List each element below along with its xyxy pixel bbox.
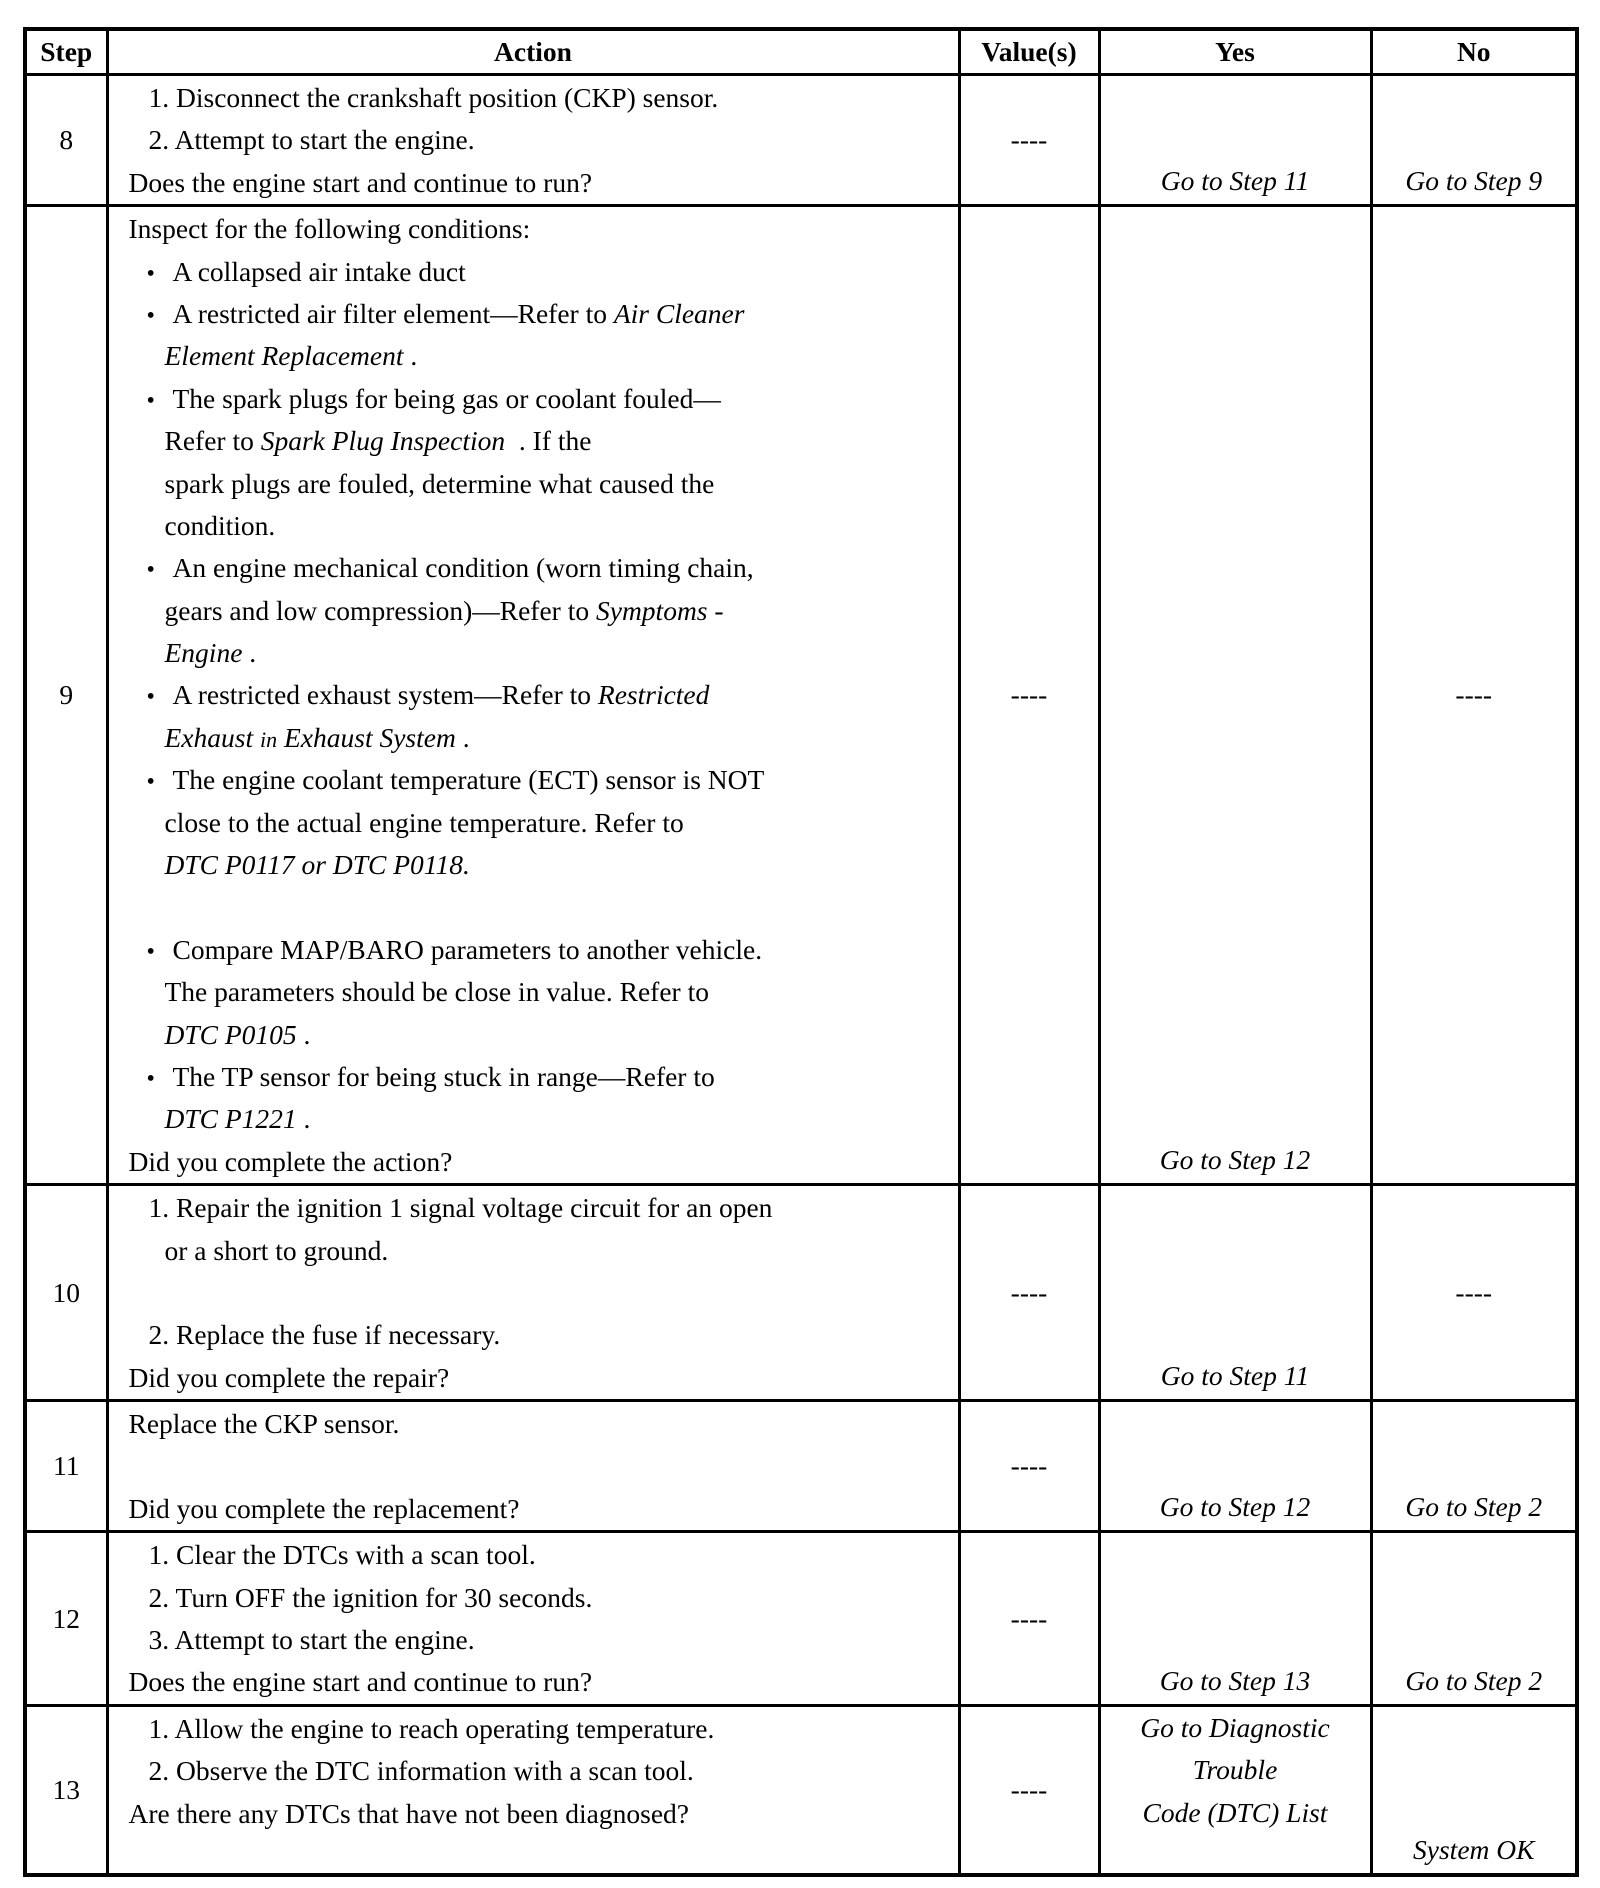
yes-cell bbox=[1099, 1532, 1371, 1706]
bullet-continuation: Exhaust in Exhaust System . bbox=[164, 721, 470, 753]
bullet-continuation: condition. bbox=[164, 509, 276, 541]
bullet-item: • An engine mechanical condition (worn timing chain, bbox=[129, 547, 954, 589]
bullet-continuation: The parameters should be close in value. Refer to bbox=[164, 976, 709, 1008]
bullet-continuation: DTC P0105 . bbox=[164, 1018, 311, 1050]
bullet-continuation: Refer to Spark Plug Inspection . If the bbox=[164, 425, 592, 457]
no-link[interactable]: Go to Step 9 bbox=[1405, 165, 1543, 197]
bullet-icon: • bbox=[146, 302, 155, 329]
action-question: Did you complete the replacement? bbox=[128, 1492, 520, 1524]
table-row-step-11 bbox=[25, 1401, 1577, 1532]
action-cell bbox=[107, 206, 959, 1185]
bullet-icon: • bbox=[146, 387, 155, 414]
header-step: Step bbox=[25, 29, 107, 75]
yes-cell bbox=[1099, 1705, 1371, 1875]
table-row-step-12 bbox=[25, 1532, 1577, 1706]
reference-link[interactable]: DTC P1221 bbox=[164, 1103, 297, 1135]
bullet-continuation: Engine . bbox=[164, 637, 257, 669]
no-cell: ---- bbox=[1371, 206, 1577, 1185]
reference-link[interactable]: Symptoms - bbox=[595, 594, 724, 626]
action-question: Does the engine start and continue to run? bbox=[128, 1666, 593, 1698]
step-number: 12 bbox=[25, 1532, 107, 1706]
table-row-step-10 bbox=[25, 1185, 1577, 1401]
values-cell: ---- bbox=[959, 1705, 1099, 1875]
action-question: Are there any DTCs that have not been diagnosed? bbox=[128, 1797, 690, 1829]
no-link[interactable]: Go to Step 2 bbox=[1405, 1664, 1543, 1696]
header-yes: Yes bbox=[1099, 29, 1371, 75]
header-values: Value(s) bbox=[959, 29, 1099, 75]
no-cell: ---- bbox=[1371, 1185, 1577, 1401]
action-question: Did you complete the repair? bbox=[128, 1361, 450, 1393]
yes-link[interactable]: Go to Step 12 bbox=[1159, 1144, 1311, 1176]
reference-link[interactable]: DTC P0117 or DTC P0118. bbox=[164, 849, 470, 881]
no-link[interactable]: Go to Step 2 bbox=[1405, 1491, 1543, 1523]
yes-link[interactable]: Trouble bbox=[1192, 1754, 1278, 1786]
action-line: Inspect for the following conditions: bbox=[128, 213, 531, 245]
bullet-item: • The TP sensor for being stuck in range—Refer to bbox=[129, 1056, 954, 1098]
diagnostic-table bbox=[23, 27, 1579, 1877]
spacer bbox=[129, 886, 954, 928]
action-cell bbox=[107, 75, 959, 206]
action-cell bbox=[107, 1705, 959, 1875]
bullet-icon: • bbox=[146, 938, 155, 965]
table-row-step-8 bbox=[25, 75, 1577, 206]
table-row-step-13 bbox=[25, 1705, 1577, 1875]
yes-cell bbox=[1099, 75, 1371, 206]
action-line: 1. Disconnect the crankshaft position (CKP) sensor. bbox=[148, 82, 719, 113]
values-cell: ---- bbox=[959, 75, 1099, 206]
yes-link[interactable]: Go to Step 12 bbox=[1159, 1491, 1311, 1523]
bullet-continuation: Element Replacement . bbox=[164, 340, 418, 372]
action-cell bbox=[107, 1532, 959, 1706]
yes-link[interactable]: Go to Diagnostic bbox=[1140, 1711, 1330, 1743]
action-cell bbox=[107, 1401, 959, 1532]
bullet-continuation: close to the actual engine temperature. Refer to bbox=[164, 806, 684, 838]
bullet-continuation: DTC P1221 . bbox=[164, 1103, 311, 1135]
bullet-item: • A collapsed air intake duct bbox=[129, 251, 954, 293]
bullet-icon: • bbox=[146, 684, 155, 711]
reference-link[interactable]: Air Cleaner bbox=[613, 297, 745, 329]
values-cell: ---- bbox=[959, 206, 1099, 1185]
action-line: 2. Replace the fuse if necessary. bbox=[148, 1319, 501, 1351]
header-no: No bbox=[1371, 29, 1577, 75]
step-number: 11 bbox=[25, 1401, 107, 1532]
bullet-continuation bbox=[129, 844, 954, 886]
reference-link[interactable]: Element Replacement bbox=[164, 340, 404, 372]
action-line: 2. Observe the DTC information with a scan tool. bbox=[148, 1755, 694, 1787]
action-question: Does the engine start and continue to run? bbox=[128, 166, 593, 198]
step-number: 8 bbox=[25, 75, 107, 206]
spacer bbox=[129, 1272, 954, 1314]
bullet-icon: • bbox=[146, 557, 155, 584]
action-line: or a short to ground. bbox=[164, 1234, 389, 1266]
action-line: Replace the CKP sensor. bbox=[128, 1408, 400, 1440]
step-number: 10 bbox=[25, 1185, 107, 1401]
action-line: 2. Attempt to start the engine. bbox=[148, 124, 475, 156]
values-cell: ---- bbox=[959, 1401, 1099, 1532]
header-row bbox=[25, 29, 1577, 75]
reference-link[interactable]: Spark Plug Inspection bbox=[260, 425, 506, 457]
action-line: 2. Turn OFF the ignition for 30 seconds. bbox=[148, 1581, 593, 1613]
action-line: 1. Allow the engine to reach operating temperature. bbox=[148, 1712, 715, 1744]
bullet-icon: • bbox=[146, 1065, 155, 1092]
yes-link[interactable]: Code (DTC) List bbox=[1142, 1796, 1328, 1828]
table-row-step-9 bbox=[25, 206, 1577, 1185]
values-cell: ---- bbox=[959, 1185, 1099, 1401]
bullet-continuation: gears and low compression)—Refer to Symptoms - bbox=[164, 594, 724, 626]
bullet-continuation: spark plugs are fouled, determine what caused the bbox=[164, 467, 715, 499]
spacer bbox=[129, 1446, 954, 1488]
action-line: 1. Clear the DTCs with a scan tool. bbox=[148, 1539, 536, 1571]
no-cell bbox=[1371, 1401, 1577, 1532]
action-line: 1. Repair the ignition 1 signal voltage circuit for an open bbox=[148, 1192, 773, 1224]
bullet-icon: • bbox=[146, 769, 155, 796]
no-cell bbox=[1371, 75, 1577, 206]
header-action: Action bbox=[107, 29, 959, 75]
action-line: 3. Attempt to start the engine. bbox=[148, 1624, 475, 1656]
reference-link[interactable]: Exhaust System bbox=[283, 721, 456, 753]
no-cell bbox=[1371, 1705, 1577, 1875]
no-result: System OK bbox=[1413, 1834, 1535, 1866]
reference-link[interactable]: DTC P0105 bbox=[164, 1018, 297, 1050]
yes-link[interactable]: Go to Step 11 bbox=[1160, 1360, 1310, 1392]
bullet-item: • A restricted air filter element—Refer to Air Cleaner bbox=[129, 293, 954, 335]
yes-cell bbox=[1099, 1185, 1371, 1401]
no-cell bbox=[1371, 1532, 1577, 1706]
bullet-item: • A restricted exhaust system—Refer to Restricted bbox=[129, 674, 954, 716]
reference-link[interactable]: Restricted bbox=[597, 679, 710, 711]
action-cell bbox=[107, 1185, 959, 1401]
bullet-item: • The engine coolant temperature (ECT) sensor is NOT bbox=[129, 759, 954, 801]
yes-cell bbox=[1099, 1401, 1371, 1532]
bullet-item: • Compare MAP/BARO parameters to another vehicle. bbox=[129, 929, 954, 971]
step-number: 13 bbox=[25, 1705, 107, 1875]
reference-link[interactable]: Exhaust bbox=[164, 721, 254, 753]
action-question: Did you complete the action? bbox=[128, 1145, 453, 1177]
bullet-item: • The spark plugs for being gas or coolant fouled— bbox=[129, 378, 954, 420]
yes-cell bbox=[1099, 206, 1371, 1185]
bullet-icon: • bbox=[146, 260, 155, 287]
yes-link[interactable]: Go to Step 13 bbox=[1159, 1664, 1311, 1696]
reference-link[interactable]: Engine bbox=[164, 637, 243, 669]
yes-link[interactable]: Go to Step 11 bbox=[1160, 165, 1310, 197]
step-number: 9 bbox=[25, 206, 107, 1185]
values-cell: ---- bbox=[959, 1532, 1099, 1706]
